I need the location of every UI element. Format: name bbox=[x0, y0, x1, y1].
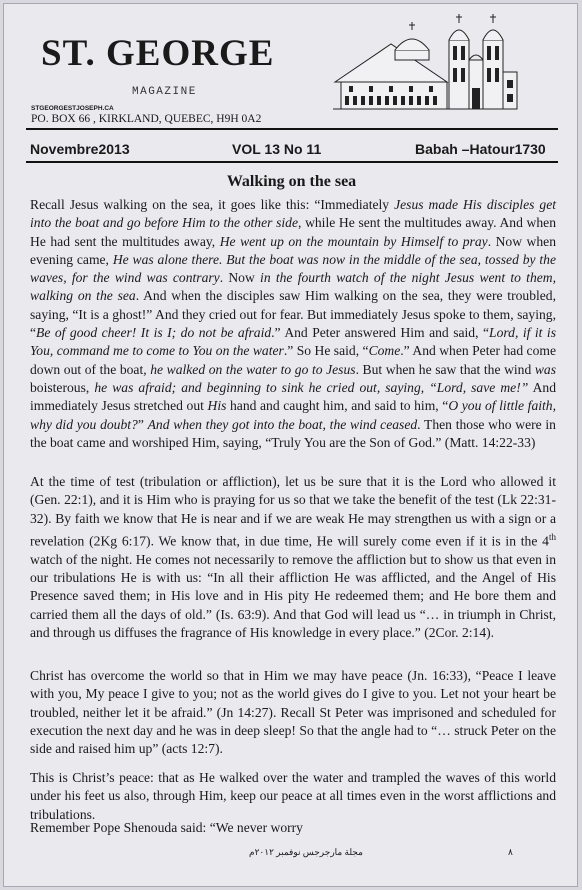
paragraph-christ-overcome: Christ has overcome the world so that in Him we may have peace (Jn. 16:33), “Peace I leave with you, My peace I give to you; not as the world gives do I give to you. Let not your heart be troubled, neither let it be afraid.” (Jn 14:27). Recall St Peter was imprisoned and scheduled for execution the next day and he was in deep sleep! So that the angle had to “… struck Peter on the side and raised him up” (acts 12:7). bbox=[30, 668, 556, 757]
text-run: Recall Jesus walking on the sea, it goes like this: “Immediately bbox=[30, 197, 395, 212]
emphasis-run: Come bbox=[368, 343, 401, 359]
text-run: And immediately Jesus stretched out bbox=[30, 379, 556, 414]
paragraph-gospel-reading bbox=[30, 196, 556, 452]
text-run: .” So He said, “ bbox=[283, 343, 369, 359]
issue-date: Novembre2013 bbox=[30, 141, 130, 157]
text-run: . Now bbox=[219, 270, 261, 286]
footer-page-number: ٨ bbox=[508, 847, 513, 857]
masthead-title: ST. GEORGE bbox=[41, 33, 275, 74]
magazine-page bbox=[3, 3, 578, 887]
header-rule-top bbox=[26, 128, 558, 130]
text-run: . Then those who were in the boat came and worshiped Him, saying, “Truly You are the Son of God.” (Matt. 14:22-33) bbox=[30, 416, 556, 450]
magazine-label: MAGAZINE bbox=[132, 86, 197, 98]
emphasis-run: he walked on the water to go to Jesus bbox=[150, 361, 356, 377]
emphasis-run: His bbox=[207, 398, 227, 414]
emphasis-run: Be of good cheer! It is I; do not be afraid bbox=[36, 325, 272, 341]
website-text: STGEORGESTJOSEPH.CA bbox=[31, 105, 114, 112]
text-run: . But when he saw that the wind bbox=[355, 361, 535, 377]
text-run: .” And when Peter had come down out of the boat, bbox=[30, 343, 556, 377]
emphasis-run: in the fourth watch of the night Jesus went to them, walking on the sea bbox=[30, 270, 556, 304]
superscript-run: th bbox=[548, 531, 556, 542]
text-run: hand and caught him, and said to him, “ bbox=[226, 398, 449, 414]
paragraph-time-of-test bbox=[30, 473, 556, 642]
issue-volume: VOL 13 No 11 bbox=[232, 141, 322, 157]
emphasis-run: Lord, if it is You, command me to come to You on the water bbox=[30, 325, 556, 359]
emphasis-run: He went up on the mountain by Himself to pray bbox=[219, 233, 488, 249]
text-run: ” bbox=[137, 416, 148, 432]
emphasis-run: he was afraid; and beginning to sink he cried out, saying, “Lord, save me!” bbox=[94, 379, 529, 395]
text-run: watch of the night. He comes not necessarily to remove the affliction but to show us that even in our tribulations He is with us: “In all their affliction He was afflicted, and the Angel of His Presence saved them; in His love and in His pity He redeemed them; and He bore them and carried them all the days of old.” (Is. 63:9). And that God will lead us “… in triumph in Christ, and through us diffuses the fragrance of His knowledge in every place.” (2Cor. 2:14). bbox=[30, 551, 556, 640]
text-run: .” And Peter answered Him and said, “ bbox=[271, 325, 490, 341]
paragraph-pope-shenouda: Remember Pope Shenouda said: “We never worry bbox=[30, 820, 303, 835]
text-run: At the time of test (tribulation or affliction), let us be sure that it is the Lord who allowed it (Gen. 22:1), and it is Him who is praying for us so that we take the benefit of the test (Lk 22:31-32). By faith we know that He is near and if we are weak He may strengthen us with a sign or a revelation (2Kg 6:17). We know that, in due time, He will surely come even if it is in the 4 bbox=[30, 474, 556, 549]
emphasis-run: He was alone there. But the boat was now in the middle of the sea, tossed by the waves, for the wind was contrary bbox=[30, 251, 557, 286]
paragraph-christ-peace: This is Christ’s peace: that as He walked over the water and trampled the waves of this world under his feet us also, through Him, keep our peace at all times even in the worst afflictions and tribulations. bbox=[30, 770, 556, 822]
text-run: . And when the disciples saw Him walking on the sea, they were troubled, saying, “It is a ghost!” And they cried out for fear. But immediately Jesus spoke to them, saying, “ bbox=[30, 288, 556, 341]
text-run: boisterous, bbox=[30, 379, 95, 395]
footer-arabic-title: مجلة مارجرجس نوفمبر ٢٠١٢م bbox=[249, 847, 363, 857]
text-run: . Now when evening came, bbox=[30, 233, 557, 267]
emphasis-run: And when they got into the boat, the wind ceased bbox=[147, 416, 418, 432]
article-title: Walking on the sea bbox=[226, 173, 357, 190]
emphasis-run: O you of little faith, why did you doubt? bbox=[30, 398, 556, 432]
emphasis-run: was bbox=[534, 361, 556, 377]
header-rule-bottom bbox=[26, 161, 558, 163]
emphasis-run: Jesus made His disciples get into the boat and go before Him to the other side bbox=[30, 197, 557, 231]
postal-address: PO. BOX 66 , KIRKLAND, QUEBEC, H9H 0A2 bbox=[31, 113, 262, 125]
text-run: , while He sent the multitudes away. And when He had sent the multitudes away, bbox=[30, 215, 556, 249]
issue-coptic-date: Babah –Hatour1730 bbox=[415, 141, 546, 157]
church-building-icon bbox=[329, 10, 521, 112]
